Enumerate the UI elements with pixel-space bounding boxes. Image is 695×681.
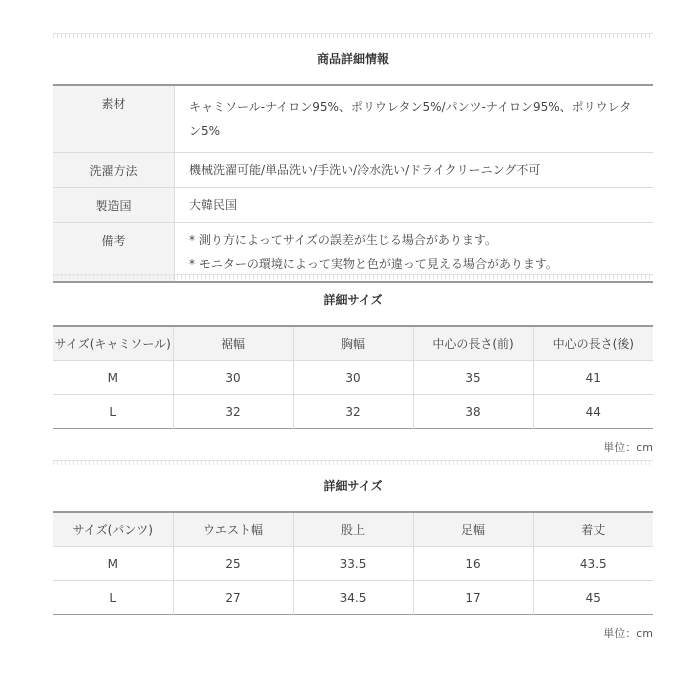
size-cell: M — [53, 547, 173, 581]
size-header-cell: 胸幅 — [293, 326, 413, 361]
size-cell: 27 — [173, 581, 293, 615]
size-header-cell: 股上 — [293, 512, 413, 547]
size-cell: 35 — [413, 361, 533, 395]
size-row-l — [53, 395, 653, 429]
size-header-cell: サイズ(キャミソール) — [53, 326, 173, 361]
divider-ruler — [53, 33, 653, 42]
info-value: キャミソール-ナイロン95%、ポリウレタン5%/パンツ-ナイロン95%、ポリウレタン5% — [175, 85, 654, 153]
size-cell: 44 — [585, 404, 601, 419]
size-row-l — [53, 581, 653, 615]
size-cell: 30 — [173, 361, 293, 395]
unit-label: 単位：cm — [603, 441, 653, 454]
size-header-cell: 中心の長さ(前) — [413, 326, 533, 361]
info-key: 備考 — [53, 223, 175, 283]
size-header-row — [53, 326, 653, 361]
size-cell: 43.5 — [533, 547, 653, 581]
note-line: * モニターの環境によって実物と色が違って見える場合があります。 — [189, 257, 558, 271]
unit-label: 単位：cm — [603, 627, 653, 640]
size-cell: L — [53, 395, 173, 429]
pants-size-table — [53, 511, 653, 615]
camisole-size-table — [53, 325, 653, 429]
size-cell: 34.5 — [293, 581, 413, 615]
camisole-size-title: 詳細サイズ — [323, 293, 383, 307]
size-header-cell: 着丈 — [533, 512, 653, 547]
size-header-row — [53, 512, 653, 547]
size-cell: 38 — [413, 395, 533, 429]
size-cell: 30 — [293, 361, 413, 395]
size-cell: L — [53, 581, 173, 615]
size-header-cell: サイズ(パンツ) — [53, 512, 173, 547]
divider-ruler — [53, 274, 653, 283]
size-cell: 32 — [293, 395, 413, 429]
product-info-title: 商品詳細情報 — [316, 52, 389, 66]
info-key: 製造国 — [53, 188, 175, 223]
pants-size-title: 詳細サイズ — [323, 479, 383, 493]
size-cell: 16 — [413, 547, 533, 581]
info-row-country — [53, 188, 653, 223]
info-row-washing — [53, 153, 653, 188]
size-header-cell: 裾幅 — [173, 326, 293, 361]
size-header-cell: ウエスト幅 — [173, 512, 293, 547]
size-cell: 25 — [173, 547, 293, 581]
info-key: 洗濯方法 — [53, 153, 175, 188]
size-cell: 17 — [413, 581, 533, 615]
size-row-m — [53, 547, 653, 581]
size-header-cell: 中心の長さ(後) — [533, 326, 653, 361]
size-header-cell: 足幅 — [413, 512, 533, 547]
product-info-table — [53, 84, 653, 283]
info-value: 機械洗濯可能/単品洗い/手洗い/冷水洗い/ドライクリーニング不可 — [175, 153, 654, 188]
size-row-m — [53, 361, 653, 395]
divider-ruler — [53, 460, 653, 469]
info-row-material — [53, 85, 653, 153]
info-key: 素材 — [53, 85, 175, 153]
size-cell: 32 — [173, 395, 293, 429]
size-cell: M — [53, 361, 173, 395]
note-line: * 測り方によってサイズの誤差が生じる場合があります。 — [189, 233, 497, 247]
size-cell: 45 — [585, 590, 601, 605]
info-value: 大韓民国 — [175, 188, 654, 223]
size-cell: 41 — [533, 361, 653, 395]
size-cell: 33.5 — [293, 547, 413, 581]
